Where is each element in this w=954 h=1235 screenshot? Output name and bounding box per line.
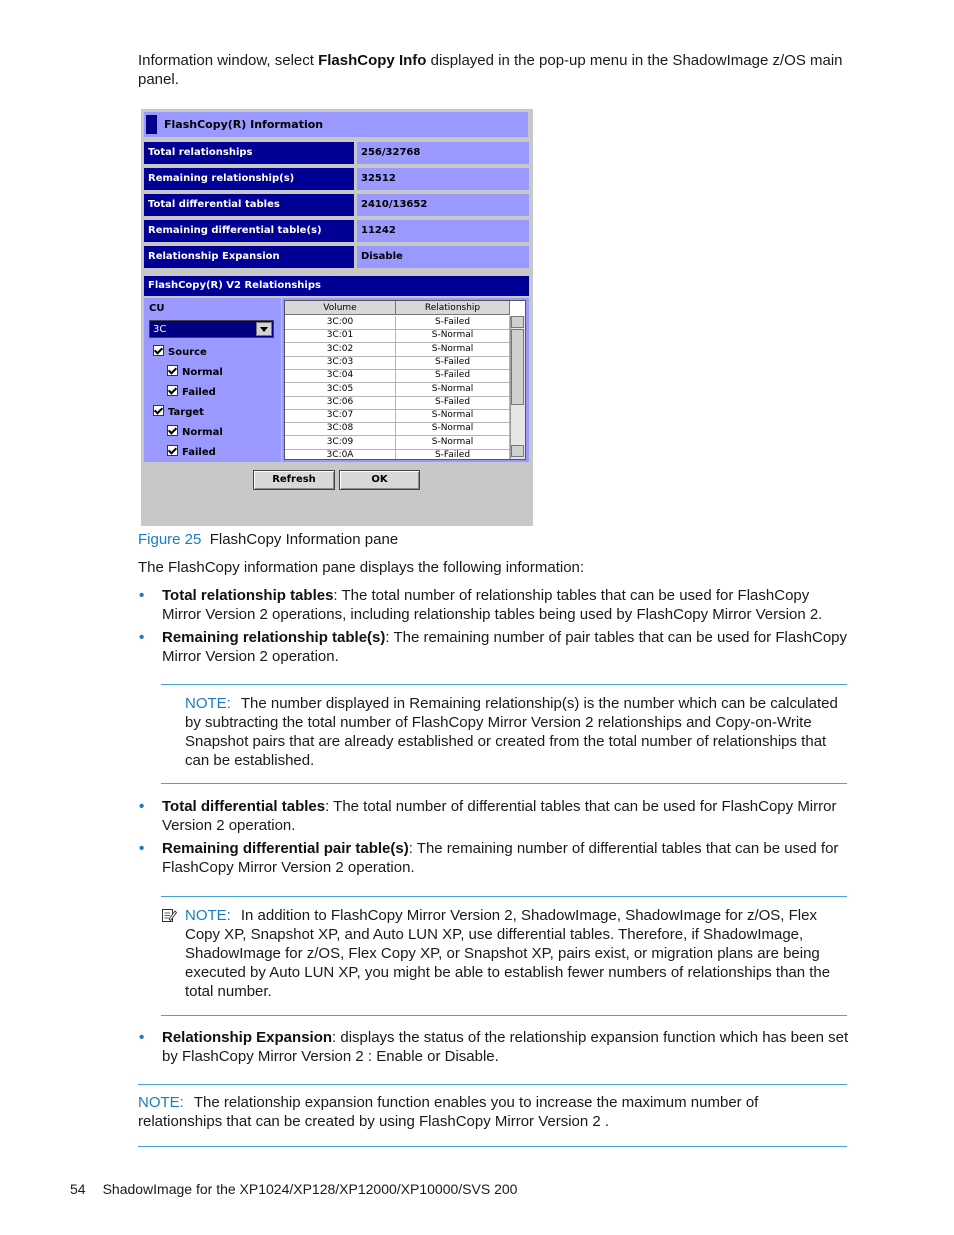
scroll-up-icon[interactable] — [511, 316, 524, 328]
relationship-cell: S-Failed — [396, 369, 510, 382]
volume-cell: 3C:00 — [285, 316, 396, 329]
checkbox-checked-icon[interactable] — [167, 385, 178, 396]
checkbox-checked-icon[interactable] — [153, 405, 164, 416]
table-row[interactable] — [285, 316, 510, 330]
checkbox-checked-icon[interactable] — [167, 425, 178, 436]
volume-cell: 3C:06 — [285, 396, 396, 409]
volume-cell: 3C:02 — [285, 343, 396, 356]
figure-caption: Figure 25 FlashCopy Information pane — [138, 531, 399, 548]
note-text: NOTE: The relationship expansion function enables you to increase the maximum number of relationships that can be created by using FlashCopy Mirror Version 2 . — [138, 1094, 759, 1130]
header-marker — [146, 115, 157, 134]
relationship-cell: S-Normal — [396, 409, 510, 422]
volume-cell: 3C:08 — [285, 422, 396, 435]
checkbox-checked-icon[interactable] — [167, 445, 178, 456]
note-box-3 — [138, 1084, 847, 1147]
list-item: • Remaining relationship table(s): The remaining number of pair tables that can be used for FlashCopy Mirror Version 2 operation. — [138, 628, 850, 666]
volume-cell: 3C:01 — [285, 329, 396, 342]
source-failed-checkbox[interactable]: Failed — [167, 385, 216, 399]
column-header-relationship[interactable]: Relationship — [396, 301, 510, 315]
bullet-list-3 — [138, 1028, 850, 1070]
table-row[interactable] — [285, 383, 510, 397]
table-row[interactable] — [285, 343, 510, 357]
note-text: NOTE: The number displayed in Remaining relationship(s) is the number which can be calculated by subtracting the total number of FlashCopy Mirror Version 2 relationships and Copy-on-Write Snapshot pairs that are already established or created from the total number of relationships that can be established. — [185, 695, 838, 769]
info-value-relationship-expansion: Disable — [357, 246, 529, 268]
panel-title: FlashCopy(R) Information — [164, 118, 324, 131]
footer-title: ShadowImage for the XP1024/XP128/XP12000/XP10000/SVS 200 — [102, 1181, 518, 1197]
intro-paragraph: Information window, select FlashCopy Info displayed in the pop-up menu in the ShadowImage z/OS main panel. — [138, 52, 843, 88]
table-row[interactable] — [285, 436, 510, 450]
scroll-down-icon[interactable] — [511, 445, 524, 457]
table-row[interactable] — [285, 409, 510, 423]
volume-cell: 3C:09 — [285, 436, 396, 449]
relationships-table[interactable] — [284, 300, 526, 460]
volume-cell: 3C:05 — [285, 383, 396, 396]
bullet-list-2 — [138, 797, 850, 881]
info-value-remaining-differential: 11242 — [357, 220, 529, 242]
lead-paragraph: The FlashCopy information pane displays the following information: — [138, 559, 585, 576]
volume-cell: 3C:04 — [285, 369, 396, 382]
note-label: NOTE: — [185, 695, 231, 712]
relationship-cell: S-Normal — [396, 383, 510, 396]
info-label-total-relationships: Total relationships — [144, 142, 354, 164]
info-value-remaining-relationships: 32512 — [357, 168, 529, 190]
relationship-cell: S-Normal — [396, 422, 510, 435]
page-footer — [70, 1180, 517, 1198]
info-label-relationship-expansion: Relationship Expansion — [144, 246, 354, 268]
relationship-cell: S-Failed — [396, 449, 510, 460]
list-item: • Total differential tables: The total number of differential tables that can be used for FlashCopy Mirror Version 2 operation. — [138, 797, 850, 835]
cu-select-value: 3C — [153, 324, 167, 335]
note-pencil-icon — [161, 907, 177, 923]
relationship-cell: S-Normal — [396, 343, 510, 356]
info-value-total-relationships: 256/32768 — [357, 142, 529, 164]
intro-bold-term: FlashCopy Info — [318, 52, 427, 69]
table-scrollbar[interactable] — [510, 316, 525, 459]
relationship-cell: S-Failed — [396, 396, 510, 409]
list-item: • Remaining differential pair table(s): The remaining number of differential tables that can be used for FlashCopy Mirror Version 2 operation. — [138, 839, 850, 877]
relationship-cell: S-Failed — [396, 316, 510, 329]
table-row[interactable] — [285, 369, 510, 383]
cu-label: CU — [149, 303, 165, 314]
column-header-volume[interactable]: Volume — [285, 301, 396, 315]
note-text: NOTE: In addition to FlashCopy Mirror Version 2, ShadowImage, ShadowImage for z/OS, Flex Copy XP, Snapshot XP, and Auto LUN XP, use differential tables. Therefore, if ShadowImage, ShadowImage for z/OS, Flex Copy XP, or Snapshot XP, pairs exist, or migration plans are being executed by Auto LUN XP, you might be able to establish fewer numbers of relationships than the total number. — [185, 907, 831, 1000]
table-row[interactable] — [285, 329, 510, 343]
note-label: NOTE: — [185, 907, 231, 924]
flashcopy-info-screenshot — [141, 109, 533, 526]
target-normal-checkbox[interactable]: Normal — [167, 425, 223, 439]
note-box-1 — [161, 684, 847, 784]
target-failed-checkbox[interactable]: Failed — [167, 445, 216, 459]
chevron-down-icon[interactable] — [256, 322, 272, 336]
relationship-cell: S-Normal — [396, 329, 510, 342]
info-label-remaining-relationships: Remaining relationship(s) — [144, 168, 354, 190]
info-label-total-differential: Total differential tables — [144, 194, 354, 216]
info-value-total-differential: 2410/13652 — [357, 194, 529, 216]
cu-select[interactable] — [149, 320, 274, 338]
table-row[interactable] — [285, 422, 510, 436]
figure-number: Figure 25 — [138, 531, 202, 548]
bullet-list-1 — [138, 586, 850, 670]
checkbox-checked-icon[interactable] — [153, 345, 164, 356]
note-label: NOTE: — [138, 1094, 184, 1111]
target-checkbox[interactable]: Target — [153, 405, 204, 419]
list-item: • Total relationship tables: The total number of relationship tables that can be used for FlashCopy Mirror Version 2 operations, including relationship tables being used by FlashCopy Mirror Version 2. — [138, 586, 850, 624]
table-row[interactable] — [285, 356, 510, 370]
info-label-remaining-differential: Remaining differential table(s) — [144, 220, 354, 242]
note-box-2 — [161, 896, 847, 1016]
volume-cell: 3C:07 — [285, 409, 396, 422]
scroll-thumb[interactable] — [511, 329, 524, 405]
volume-cell: 3C:03 — [285, 356, 396, 369]
source-checkbox[interactable]: Source — [153, 345, 207, 359]
v2-relationships-header: FlashCopy(R) V2 Relationships — [144, 276, 529, 296]
table-row[interactable] — [285, 396, 510, 410]
relationship-cell: S-Failed — [396, 356, 510, 369]
list-item: • Relationship Expansion: displays the status of the relationship expansion function which has been set by FlashCopy Mirror Version 2 : Enable or Disable. — [138, 1028, 850, 1066]
source-normal-checkbox[interactable]: Normal — [167, 365, 223, 379]
table-row[interactable] — [285, 449, 510, 460]
relationship-cell: S-Normal — [396, 436, 510, 449]
refresh-button[interactable]: Refresh — [253, 470, 335, 490]
ok-button[interactable]: OK — [339, 470, 420, 490]
page-number: 54 — [70, 1181, 86, 1197]
checkbox-checked-icon[interactable] — [167, 365, 178, 376]
volume-cell: 3C:0A — [285, 449, 396, 460]
panel-header — [144, 112, 528, 137]
